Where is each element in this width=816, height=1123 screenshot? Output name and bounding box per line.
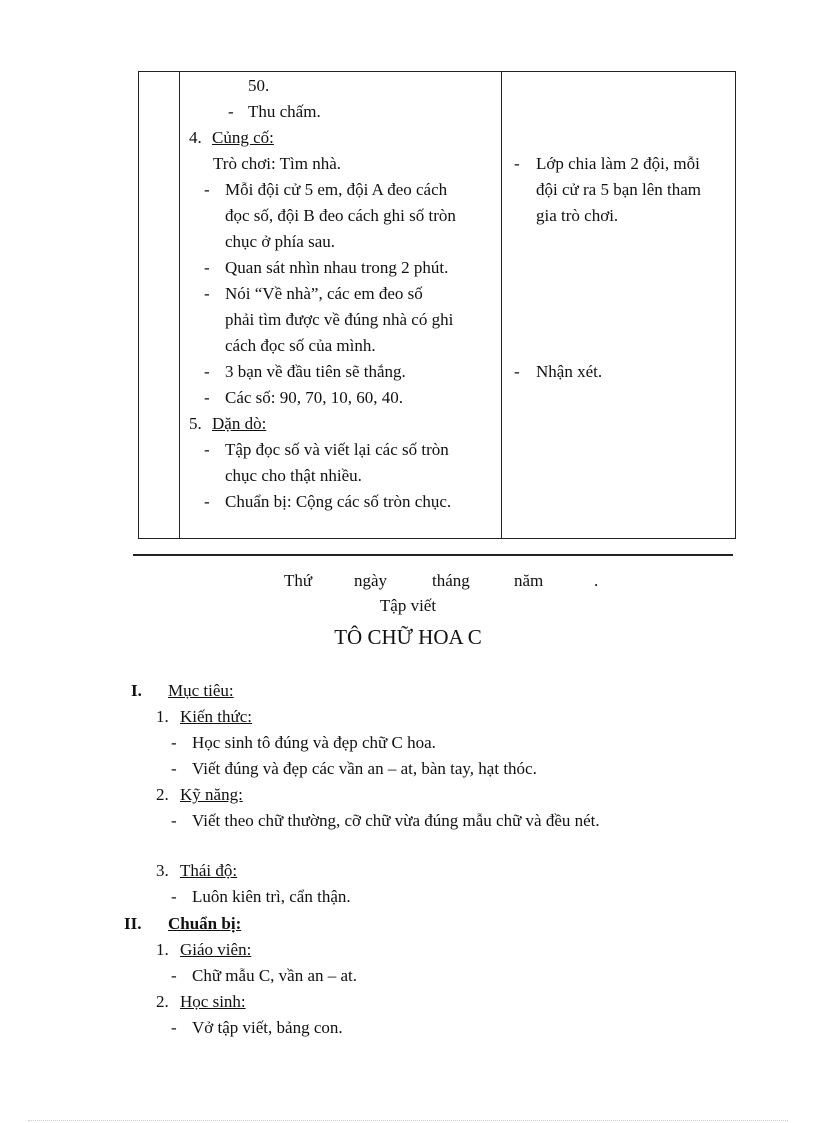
table-text: chục ở phía sau.	[225, 232, 336, 251]
bullet-dash: -	[204, 362, 210, 381]
table-text: Quan sát nhìn nhau trong 2 phút.	[225, 258, 449, 277]
bullet-dash: -	[171, 887, 177, 906]
table-text: chục cho thật nhiều.	[225, 466, 362, 485]
bullet-dash: -	[204, 388, 210, 407]
table-text: Chuẩn bị: Cộng các số tròn chục.	[225, 492, 452, 511]
section-heading: Củng cố:	[212, 128, 274, 147]
bullet-dash: -	[171, 1018, 177, 1037]
bullet-dash: -	[514, 362, 520, 381]
list-item: Luôn kiên trì, cẩn thận.	[192, 887, 351, 906]
table-column-divider	[501, 72, 502, 538]
bullet-dash: -	[171, 733, 177, 752]
bullet-dash: -	[204, 258, 210, 277]
subsection-heading: Học sinh:	[180, 992, 246, 1011]
section-number: 5.	[189, 414, 202, 433]
date-thang: tháng	[432, 571, 470, 590]
section-number: II.	[124, 914, 142, 933]
table-text: Mỗi đội cử 5 em, đội A đeo cách	[225, 180, 448, 199]
subsection-number: 2.	[156, 992, 169, 1011]
bullet-dash: -	[514, 154, 520, 173]
bullet-dash: -	[204, 440, 210, 459]
subsection-heading: Kiến thức:	[180, 707, 253, 726]
section-heading: Dặn dò:	[212, 414, 267, 433]
page-bottom-rule	[28, 1120, 788, 1121]
subsection-number: 3.	[156, 861, 169, 880]
table-text: đội cử ra 5 bạn lên tham	[536, 180, 701, 199]
bullet-dash: -	[171, 966, 177, 985]
subsection-heading: Giáo viên:	[180, 940, 252, 959]
table-text: 50.	[248, 76, 270, 95]
bullet-dash: -	[171, 759, 177, 778]
table-text: gia trò chơi.	[536, 206, 619, 225]
table-text: Các số: 90, 70, 10, 60, 40.	[225, 388, 404, 407]
separator-line	[133, 554, 733, 556]
subject-title: Tập viết	[379, 596, 437, 615]
bullet-dash: -	[228, 102, 234, 121]
bullet-dash: -	[204, 492, 210, 511]
date-ngay: ngày	[354, 571, 388, 590]
list-item: Học sinh tô đúng và đẹp chữ C hoa.	[192, 733, 436, 752]
section-heading: Chuẩn bị:	[168, 914, 242, 933]
list-item: Chữ mẫu C, vần an – at.	[192, 966, 358, 985]
list-item: Viết đúng và đẹp các vần an – at, bàn tay, hạt thóc.	[192, 759, 537, 778]
list-item: Vở tập viết, bảng con.	[192, 1018, 343, 1037]
table-text: phải tìm được về đúng nhà có ghi	[225, 310, 454, 329]
section-number: I.	[131, 681, 142, 700]
table-text: Thu chấm.	[248, 102, 321, 121]
table-text: Lớp chia làm 2 đội, mỗi	[536, 154, 700, 173]
subsection-number: 2.	[156, 785, 169, 804]
bullet-dash: -	[204, 180, 210, 199]
table-text: Nói “Về nhà”, các em đeo số	[225, 284, 423, 303]
table-text: Trò chơi: Tìm nhà.	[213, 154, 341, 173]
subsection-number: 1.	[156, 707, 169, 726]
table-text: Tập đọc số và viết lại các số tròn	[225, 440, 449, 459]
bullet-dash: -	[204, 284, 210, 303]
table-column-divider	[179, 72, 180, 538]
table-text: cách đọc số của mình.	[225, 336, 376, 355]
section-heading: Mục tiêu:	[168, 681, 234, 700]
section-number: 4.	[189, 128, 202, 147]
table-text: 3 bạn về đầu tiên sẽ thắng.	[225, 362, 406, 381]
table-text: Nhận xét.	[536, 362, 603, 381]
list-item: Viết theo chữ thường, cỡ chữ vừa đúng mẫu chữ và đều nét.	[192, 811, 600, 830]
date-thu: Thứ	[284, 571, 313, 590]
date-nam: năm	[514, 571, 544, 590]
bullet-dash: -	[171, 811, 177, 830]
subsection-heading: Kỹ năng:	[180, 785, 243, 804]
subsection-heading: Thái độ:	[180, 861, 238, 880]
table-text: đọc số, đội B đeo cách ghi số tròn	[225, 206, 456, 225]
date-dot: .	[594, 571, 599, 590]
subsection-number: 1.	[156, 940, 169, 959]
page-title: TÔ CHỮ HOA C	[334, 625, 482, 649]
